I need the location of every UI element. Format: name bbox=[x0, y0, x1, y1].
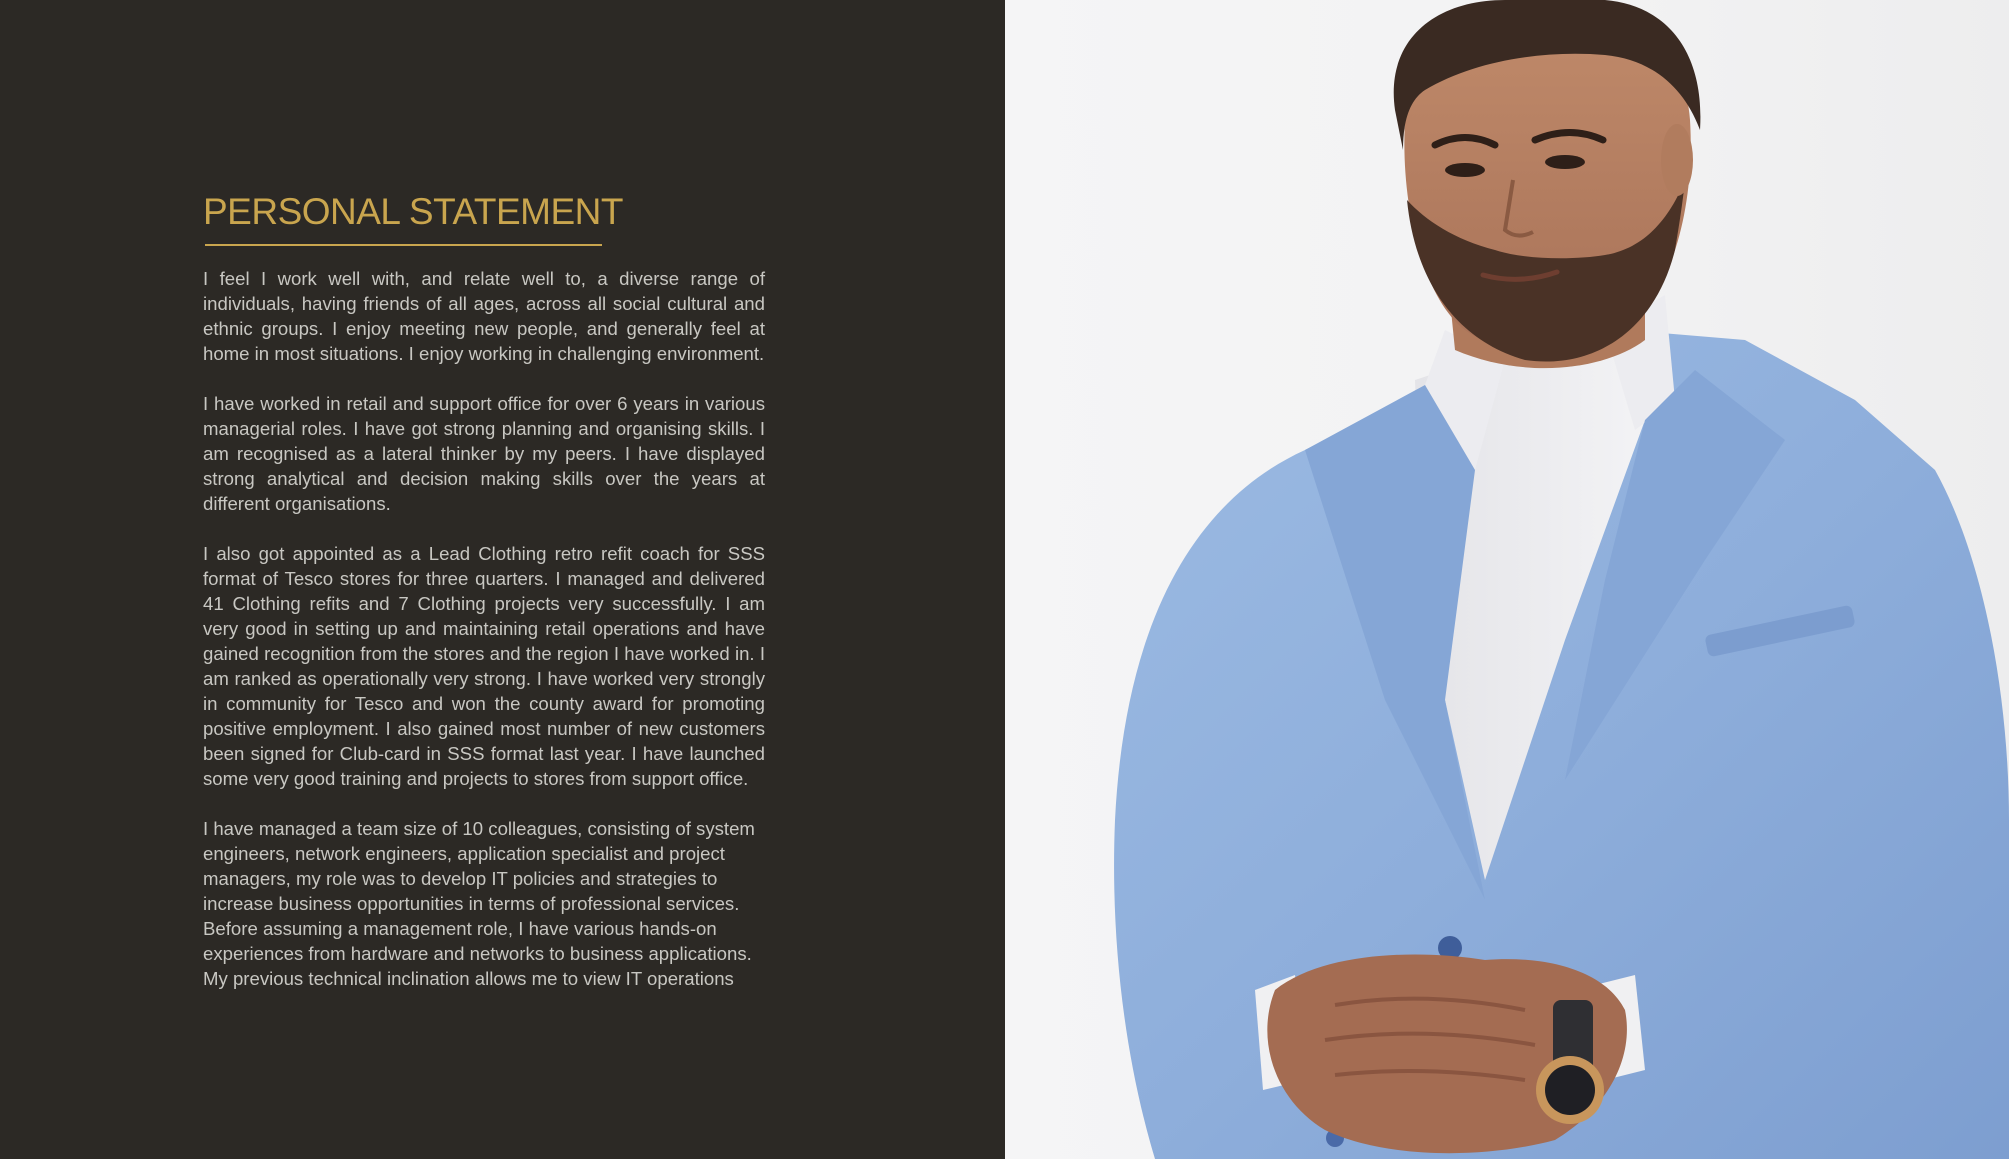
ear bbox=[1661, 124, 1693, 196]
right-eye bbox=[1545, 155, 1585, 169]
statement-paragraph-3: I also got appointed as a Lead Clothing retro refit coach for SSS format of Tesco stores for three quarters. I managed and delivered 41 Clothing refits and 7 Clothing projects very successfully. I am very good in setting up and maintaining retail operations and have gained recognition from the stores and the region I have worked in. I am ranked as operationally very strong. I have worked very strongly in community for Tesco and won the county award for promoting positive employment. I also gained most number of new customers been signed for Club-card in SSS format last year. I have launched some very good training and projects to stores from support office. bbox=[203, 543, 765, 790]
statement-paragraph-1: I feel I work well with, and relate well to, a diverse range of individuals, having friends of all ages, across all social cultural and ethnic groups. I enjoy meeting new people, and generally feel at home in most situations. I enjoy working in challenging environment. bbox=[203, 268, 765, 365]
statement-paragraph-2: I have worked in retail and support office for over 6 years in various managerial roles. I have got strong planning and organising skills. I am recognised as a lateral thinker by my peers. I have displayed strong analytical and decision making skills over the years at different organisations. bbox=[203, 393, 765, 515]
heading-underline bbox=[205, 244, 602, 246]
statement-paragraph-4: I have managed a team size of 10 colleagues, consisting of system engineers, network engineers, application specialist and project managers, my role was to develop IT policies and strategies to increase business opportunities in terms of professional services. Before assuming a management role, I have various hands-on experiences from hardware and networks to business applications. My previous technical inclination allows me to view IT operations bbox=[203, 818, 755, 990]
watch-dial bbox=[1545, 1065, 1595, 1115]
portrait-illustration bbox=[1005, 0, 2009, 1159]
left-eye bbox=[1445, 163, 1485, 177]
section-heading: PERSONAL STATEMENT bbox=[203, 191, 623, 232]
statement-content bbox=[203, 190, 765, 1016]
portrait-photo bbox=[1005, 0, 2009, 1159]
